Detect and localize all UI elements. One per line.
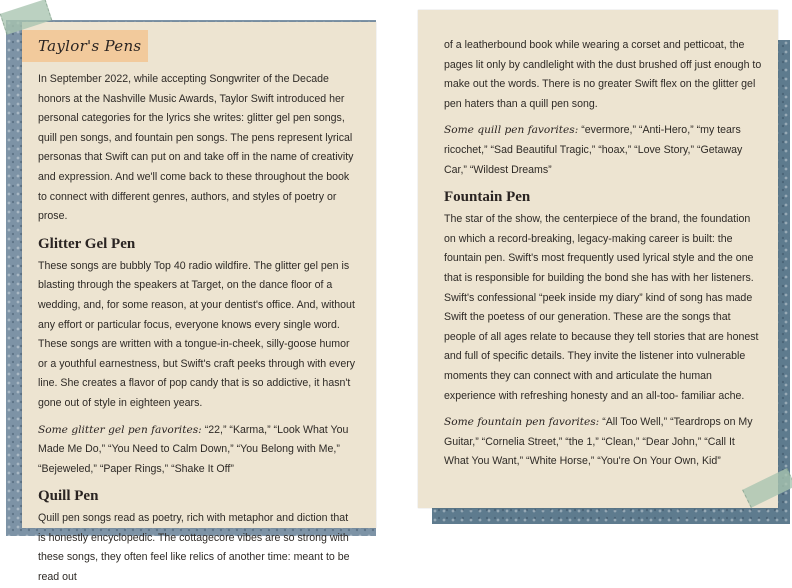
fountain-favorites	[444, 413, 762, 472]
glitter-gel-pen-body: These songs are bubbly Top 40 radio wildfire. The glitter gel pen is blasting through the speakers at Target, on the dance floor of a wedding, and, for some reason, at your dentist's office. And, without any effort or particular focus, everyone knows every single word. These songs are written with a tongue-in-cheek, silly-goose humor or a youthful earnestness, but Swift's craft peeks through with every line. She creates a flavor of pop candy that is so addictive, it hasn't gone out of style in eighteen years.	[38, 259, 356, 409]
fountain-favorites-label: Some fountain pen favorites:	[444, 416, 600, 429]
page-title: Taylor's Pens	[38, 37, 142, 55]
fountain-pen-heading: Fountain Pen	[444, 189, 531, 206]
title-tab	[22, 30, 148, 62]
glitter-gel-pen-heading: Glitter Gel Pen	[38, 235, 136, 252]
fountain-pen-body: The star of the show, the centerpiece of the brand, the foundation on which a record-breaking, legacy-making career is built: the fountain pen. Swift's most frequently used lyrical style and the one that is responsible for building the bond she has with her listeners. Swift's confessional “peek inside my diary” kind of song has made Swift the poetess of our generation. These are the songs that people of all ages relate to because they tell stories that are honest and full of specific details. They invite the listener into vulnerable moments they can connect with and articulate the human experience with refreshing honesty and an all-too- familiar ache.	[444, 213, 759, 402]
glitter-favorites-list: “22,” “Karma,” “Look What You Made Me Do,” “You Need to Calm Down,” “You Belong with Me,” “Bejeweled,” “Paper Rings,” “Shake It Off”	[38, 423, 349, 475]
quill-pen-body-continued: of a leatherbound book while wearing a corset and petticoat, the pages lit only by candlelight with the dust brushed off just enough to make out the words. There is no greater Swift flex on the glitter gel pen haters than a quill pen song.	[444, 39, 762, 110]
right-column	[444, 36, 762, 472]
intro-paragraph: In September 2022, while accepting Songwriter of the Decade honors at the Nashville Music Awards, Taylor Swift introduced her personal categories for the lyrics she writes: glitter gel pen songs, quill pen songs, and fountain pen songs. The pens represent lyrical personas that Swift can put on and take off in the name of creativity and expression. And we'll come back to these throughout the book to connect with different genres, authors, and styles of poetry or prose.	[38, 73, 354, 223]
quill-favorites-label: Some quill pen favorites:	[444, 124, 579, 137]
fountain-favorites-list: “All Too Well,” “Teardrops on My Guitar,” “Cornelia Street,” “the 1,” “Clean,” “Dear John,” “Call It What You Want,” “White Horse,” “You're On Your Own, Kid”	[444, 416, 753, 468]
quill-favorites	[444, 121, 762, 180]
glitter-favorites	[38, 421, 358, 480]
glitter-favorites-label: Some glitter gel pen favorites:	[38, 423, 202, 436]
quill-pen-heading: Quill Pen	[38, 488, 99, 505]
quill-favorites-list: “evermore,” “Anti-Hero,” “my tears ricochet,” “Sad Beautiful Tragic,” “hoax,” “Love Story,” “Getaway Car,” “Wildest Dreams”	[444, 124, 743, 176]
quill-pen-body: Quill pen songs read as poetry, rich with metaphor and diction that is honestly encyclopedic. The cottagecore vibes are so strong with these songs, they often feel like relics of another time: meant to be read out	[38, 512, 350, 584]
left-column	[38, 70, 358, 588]
